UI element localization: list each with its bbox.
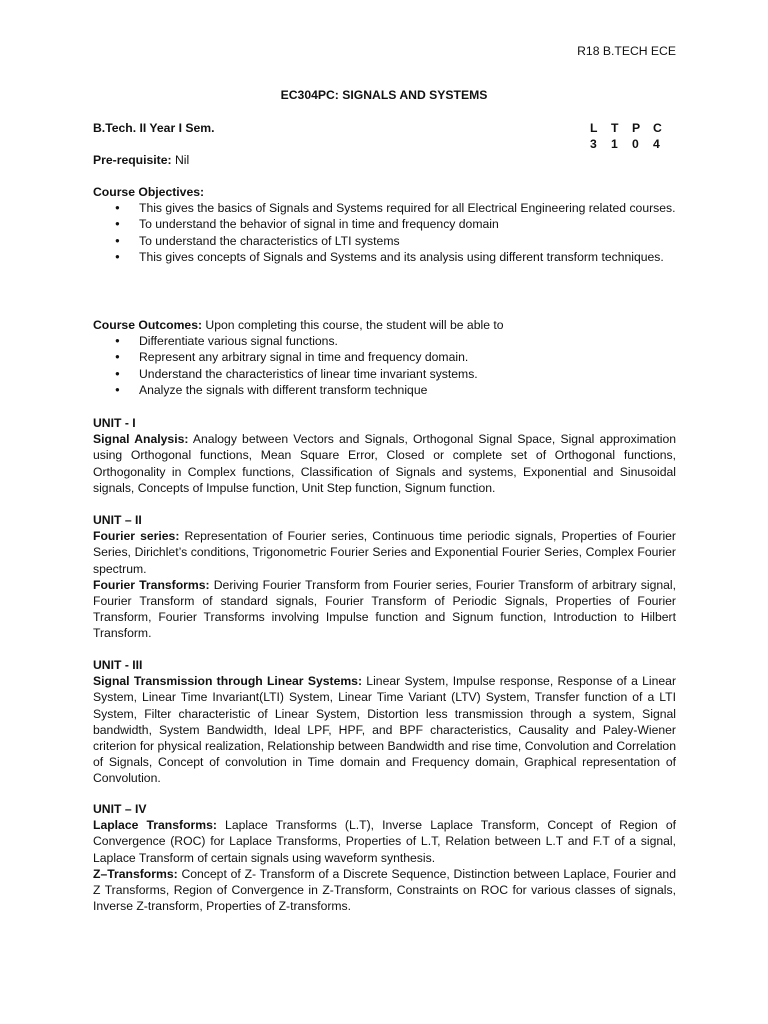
page-header: R18 B.TECH ECE: [577, 44, 676, 58]
ltpc-label: P: [632, 121, 641, 135]
outcomes-list: [93, 333, 676, 398]
unit-2: [93, 512, 676, 642]
ltpc-label: T: [611, 121, 619, 135]
unit-title: UNIT – IV: [93, 802, 147, 816]
course-outcomes: [93, 317, 676, 398]
unit-1: [93, 415, 676, 496]
unit-paragraph: [93, 817, 676, 866]
unit-3: [93, 657, 676, 787]
unit-title: UNIT - III: [93, 658, 143, 672]
unit-title: UNIT – II: [93, 513, 142, 527]
list-item: ● To understand the characteristics of LTI systems: [93, 233, 676, 249]
unit-paragraph: [93, 577, 676, 642]
topic-heading: Signal Analysis:: [93, 432, 189, 447]
topic-heading: Signal Transmission through Linear Systems:: [93, 674, 363, 689]
ltpc-value: 1: [611, 137, 618, 152]
topic-text: Laplace Transforms (L.T), Inverse Laplace Transform, Concept of Region of Convergence (ROC) for Laplace Transforms, Properties of L.T, Relation between L.T and F.T of a signal, Laplace Transform of certain signals using waveform synthesis.: [93, 818, 676, 865]
unit-paragraph: [93, 673, 676, 786]
course-title: EC304PC: SIGNALS AND SYSTEMS: [280, 88, 488, 102]
prerequisite: [93, 152, 189, 168]
prerequisite-label: Pre-requisite:: [93, 153, 172, 167]
ltpc-labels-row: [590, 120, 680, 136]
topic-heading: Z–Transforms:: [93, 866, 178, 881]
unit-4: [93, 801, 676, 914]
ltpc-value: 4: [653, 137, 660, 152]
ltpc-label: L: [590, 121, 598, 135]
list-item: ● This gives concepts of Signals and Systems and its analysis using different transform techniques.: [93, 249, 676, 265]
list-item: ● Understand the characteristics of linear time invariant systems.: [93, 366, 676, 382]
list-item: ● This gives the basics of Signals and Systems required for all Electrical Engineering related courses.: [93, 200, 676, 216]
course-objectives: [93, 184, 676, 265]
topic-heading: Laplace Transforms:: [93, 818, 217, 833]
outcomes-heading: Course Outcomes:: [93, 318, 203, 332]
topic-heading: Fourier series:: [93, 529, 180, 544]
list-item: ● Analyze the signals with different transform technique: [93, 382, 676, 398]
topic-text: Concept of Z- Transform of a Discrete Sequence, Distinction between Laplace, Fourier and Z Transforms, Region of Convergence in Z-Transform, Constraints on ROC for various classes of signals, Inverse Z-transform, Properties of Z-transforms.: [93, 866, 676, 914]
objectives-list: [93, 200, 676, 265]
outcomes-intro-line: [93, 317, 676, 333]
topic-heading: Fourier Transforms:: [93, 577, 210, 592]
topic-text: Analogy between Vectors and Signals, Orthogonal Signal Space, Signal approximation using Orthogonal functions, Mean Square Error, Closed or complete set of Orthogonal functions, Orthogonality in Complex functions, Classification of Signals and systems, Exponential and Sinusoidal signals, Concepts of Impulse function, Unit Step function, Signum function.: [93, 432, 676, 495]
unit-title: UNIT - I: [93, 416, 136, 430]
ltpc-label: C: [653, 121, 662, 135]
ltpc-value: 0: [632, 137, 639, 152]
prerequisite-value: Nil: [171, 153, 190, 167]
topic-text: Linear System, Impulse response, Response of a Linear System, Linear Time Invariant(LTI) System, Linear Time Variant (LTV) System, Transfer function of a LTI System, Filter characteristic of Linear System, Distortion less transmission through a system, Signal bandwidth, System Bandwidth, Ideal LPF, HPF, and BPF characteristics, Causality and Paley-Wiener criterion for physical realization, Relationship between Bandwidth and rise time, Convolution and Correlation of Signals, Concept of convolution in Time domain and Frequency domain, Graphical representation of Convolution.: [93, 674, 676, 786]
topic-text: Representation of Fourier series, Continuous time periodic signals, Properties of Fourier Series, Dirichlet’s conditions, Trigonometric Fourier Series and Exponential Fourier Series, Complex Fourier spectrum.: [93, 529, 676, 576]
list-item: ● To understand the behavior of signal in time and frequency domain: [93, 216, 676, 232]
list-item: ● Differentiate various signal functions.: [93, 333, 676, 349]
unit-paragraph: [93, 431, 676, 496]
ltpc-values-row: [590, 136, 680, 152]
topic-text: Deriving Fourier Transform from Fourier series, Fourier Transform of arbitrary signal, Fourier Transform of standard signals, Fourier Transform of Periodic Signals, Properties of Fourier Transform, Fourier Transforms involving Impulse function and Signum function, Introduction to Hilbert Transform.: [93, 577, 676, 641]
unit-paragraph: [93, 866, 676, 915]
outcomes-intro: Upon completing this course, the student will be able to: [202, 318, 504, 332]
unit-paragraph: [93, 528, 676, 577]
objectives-heading: Course Objectives:: [93, 185, 205, 199]
list-item: ● Represent any arbitrary signal in time and frequency domain.: [93, 349, 676, 365]
semester-label: B.Tech. II Year I Sem.: [93, 121, 215, 135]
ltpc-table: [590, 120, 680, 152]
ltpc-value: 3: [590, 137, 597, 152]
